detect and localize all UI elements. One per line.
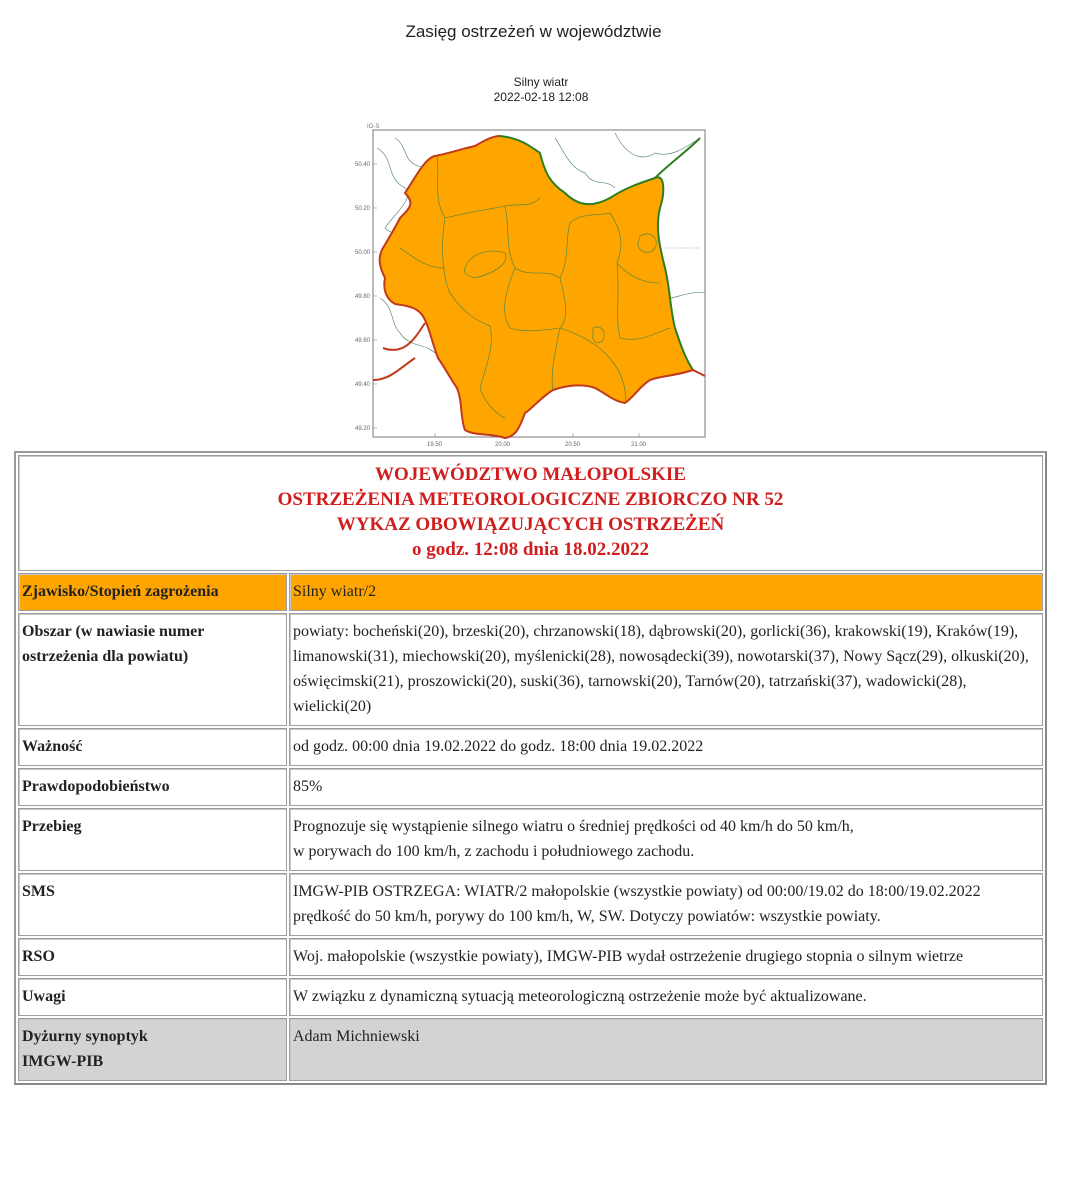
map-caption <box>0 75 1067 105</box>
row-label: Zjawisko/Stopień zagrożenia <box>18 573 287 611</box>
svg-text:21.00: 21.00 <box>631 442 647 448</box>
row-label: SMS <box>18 873 287 936</box>
row-label: Uwagi <box>18 978 287 1016</box>
x-axis-labels <box>427 442 647 448</box>
table-row-probability <box>18 768 1043 806</box>
table-header-row <box>18 455 1043 571</box>
forecaster-label-line-1: Dyżurny synoptyk <box>22 1028 148 1045</box>
row-value: od godz. 00:00 dnia 19.02.2022 do godz. 18:00 dnia 19.02.2022 <box>289 728 1043 766</box>
row-label: Ważność <box>18 728 287 766</box>
svg-text:49.20: 49.20 <box>355 426 371 432</box>
table-header <box>18 455 1043 571</box>
svg-text:19.50: 19.50 <box>427 442 443 448</box>
map-datetime: 2022-02-18 12:08 <box>493 90 589 104</box>
map-graphic <box>355 118 717 452</box>
header-region: WOJEWÓDZTWO MAŁOPOLSKIE <box>375 464 686 485</box>
warning-map <box>355 118 717 452</box>
header-list-title: WYKAZ OBOWIĄZUJĄCYCH OSTRZEŻEŃ <box>336 514 725 535</box>
svg-text:49.80: 49.80 <box>355 294 371 300</box>
table-row-sms <box>18 873 1043 936</box>
row-label: Przebieg <box>18 808 287 871</box>
row-value: W związku z dynamiczną sytuacją meteorologiczną ostrzeżenie może być aktualizowane. <box>289 978 1043 1016</box>
svg-text:20.50: 20.50 <box>565 442 581 448</box>
header-issued-time: o godz. 12:08 dnia 18.02.2022 <box>412 539 649 560</box>
svg-text:49.60: 49.60 <box>355 338 371 344</box>
row-label: Prawdopodobieństwo <box>18 768 287 806</box>
table-row-notes <box>18 978 1043 1016</box>
table-row-phenomenon <box>18 573 1043 611</box>
table-row-area <box>18 613 1043 726</box>
table-row-forecaster <box>18 1018 1043 1081</box>
map-phenomenon: Silny wiatr <box>513 75 569 89</box>
row-value: 85% <box>289 768 1043 806</box>
row-value: IMGW-PIB OSTRZEGA: WIATR/2 małopolskie (wszystkie powiaty) od 00:00/19.02 do 18:00/19.02.2022 prędkość do 50 km/h, porywy do 100 km/h, W, SW. Dotyczy powiatów: wszystkie powiaty. <box>289 873 1043 936</box>
forecaster-label-line-2: IMGW-PIB <box>22 1053 104 1070</box>
course-line-1: Prognozuje się wystąpienie silnego wiatru o średniej prędkości od 40 km/h do 50 km/h, <box>293 818 854 835</box>
row-label <box>18 1018 287 1081</box>
table-row-rso <box>18 938 1043 976</box>
svg-text:49.40: 49.40 <box>355 382 371 388</box>
table-row-validity <box>18 728 1043 766</box>
warnings-table <box>14 451 1047 1085</box>
row-label: RSO <box>18 938 287 976</box>
course-line-2: w porywach do 100 km/h, z zachodu i południowego zachodu. <box>293 843 695 860</box>
page-title: Zasięg ostrzeżeń w województwie <box>405 22 662 41</box>
svg-text:50.40: 50.40 <box>355 162 371 168</box>
row-label: Obszar (w nawiasie numer ostrzeżenia dla powiatu) <box>18 613 287 726</box>
svg-text:50.00: 50.00 <box>355 250 371 256</box>
forecaster-name: Adam Michniewski <box>289 1018 1043 1081</box>
row-value: Silny wiatr/2 <box>289 573 1043 611</box>
row-value <box>289 808 1043 871</box>
svg-text:20.00: 20.00 <box>495 442 511 448</box>
svg-text:50.20: 50.20 <box>355 206 371 212</box>
table-row-course <box>18 808 1043 871</box>
row-value: powiaty: bocheński(20), brzeski(20), chrzanowski(18), dąbrowski(20), gorlicki(36), krakowski(19), Kraków(19), limanowski(31), miechowski(20), myślenicki(28), nowosądecki(39), nowotarski(37), Nowy Sącz(29), olkuski(20), oświęcimski(21), proszowicki(20), suski(36), tarnowski(20), Tarnów(20), tatrzański(37), wadowicki(28), wielicki(20) <box>289 613 1043 726</box>
map-corner-label: IO-S <box>367 124 380 130</box>
header-bulletin: OSTRZEŻENIA METEOROLOGICZNE ZBIORCZO NR 52 <box>277 489 784 510</box>
y-axis-labels <box>355 162 371 432</box>
row-value: Woj. małopolskie (wszystkie powiaty), IMGW-PIB wydał ostrzeżenie drugiego stopnia o silnym wietrze <box>289 938 1043 976</box>
